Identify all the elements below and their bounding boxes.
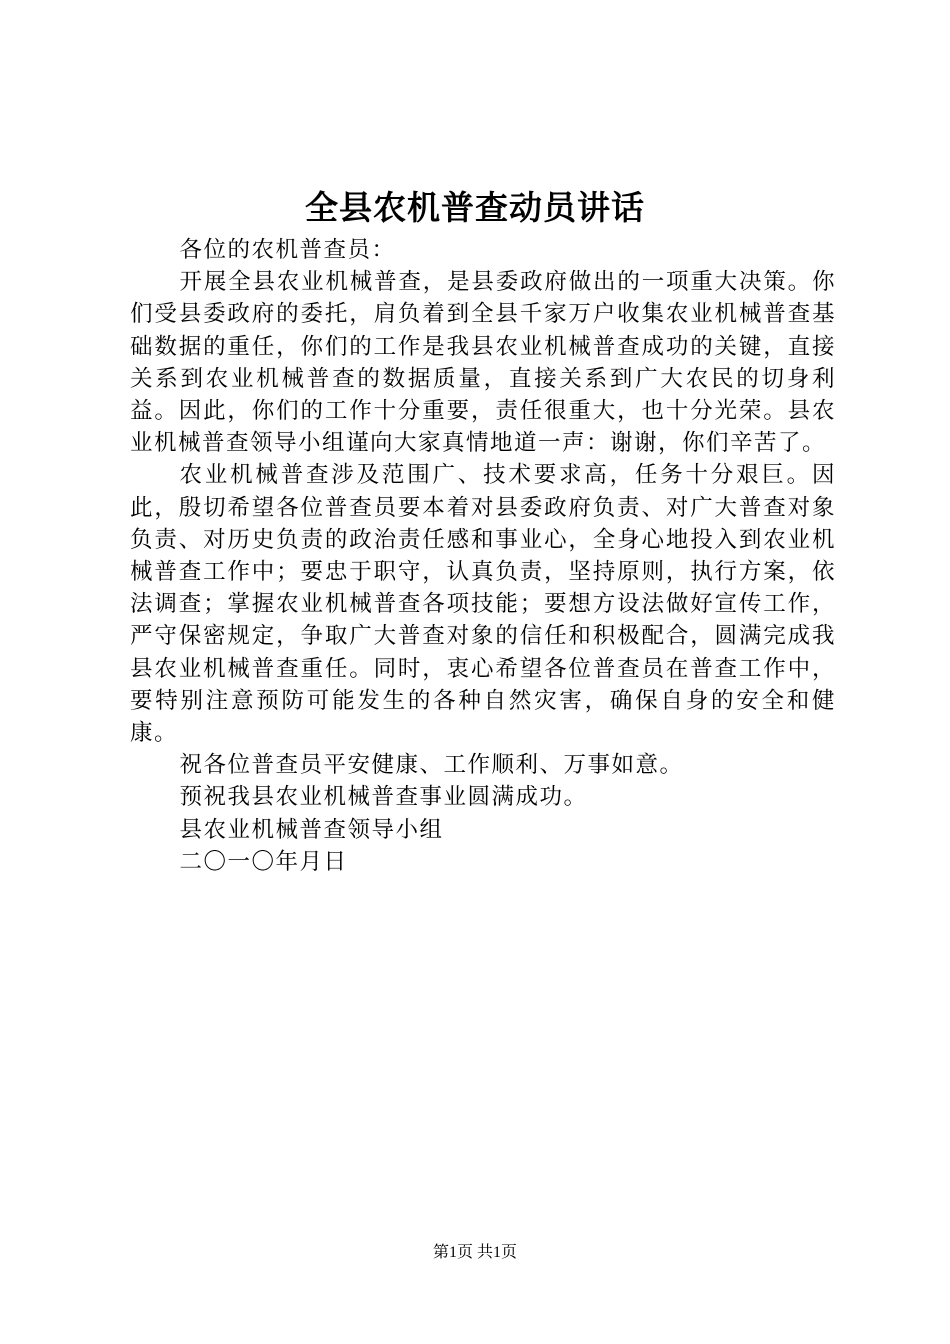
page-footer: 第1页 共1页 — [432, 1244, 517, 1261]
page-title: 全县农机普查动员讲话 — [305, 188, 645, 227]
signature-date: 二〇一〇年月日 — [179, 848, 348, 875]
paragraph-closing: 预祝我县农业机械普查事业圆满成功。 — [179, 784, 588, 811]
document-body — [130, 234, 836, 878]
paragraph-wishes: 祝各位普查员平安健康、工作顺利、万事如意。 — [179, 752, 684, 779]
paragraph-requirements: 农业机械普查涉及范围广、技术要求高，任务十分艰巨。因此，殷切希望各位普查员要本着对县委政府负责、对广大普查对象负责、对历史负责的政治责任感和事业心，全身心地投入到农业机械普查工作中；要忠于职守，认真负责，坚持原则，执行方案，依法调查；掌握农业机械普查各项技能；要想方设法做好宣传工作，严守保密规定，争取广大普查对象的信任和积极配合，圆满完成我县农业机械普查重任。同时，衷心希望各位普查员在普查工作中，要特别注意预防可能发生的各种自然灾害，确保自身的安全和健康。 — [130, 462, 836, 747]
paragraph-intro: 开展全县农业机械普查，是县委政府做出的一项重大决策。你们受县委政府的委托，肩负着到全县千家万户收集农业机械普查基础数据的重任，你们的工作是我县农业机械普查成功的关键，直接关系到农业机械普查的数据质量，直接关系到广大农民的切身利益。因此，你们的工作十分重要，责任很重大，也十分光荣。县农业机械普查领导小组谨向大家真情地道一声：谢谢，你们辛苦了。 — [130, 269, 836, 457]
signature-org: 县农业机械普查领导小组 — [179, 816, 444, 843]
salutation: 各位的农机普查员： — [179, 237, 396, 263]
